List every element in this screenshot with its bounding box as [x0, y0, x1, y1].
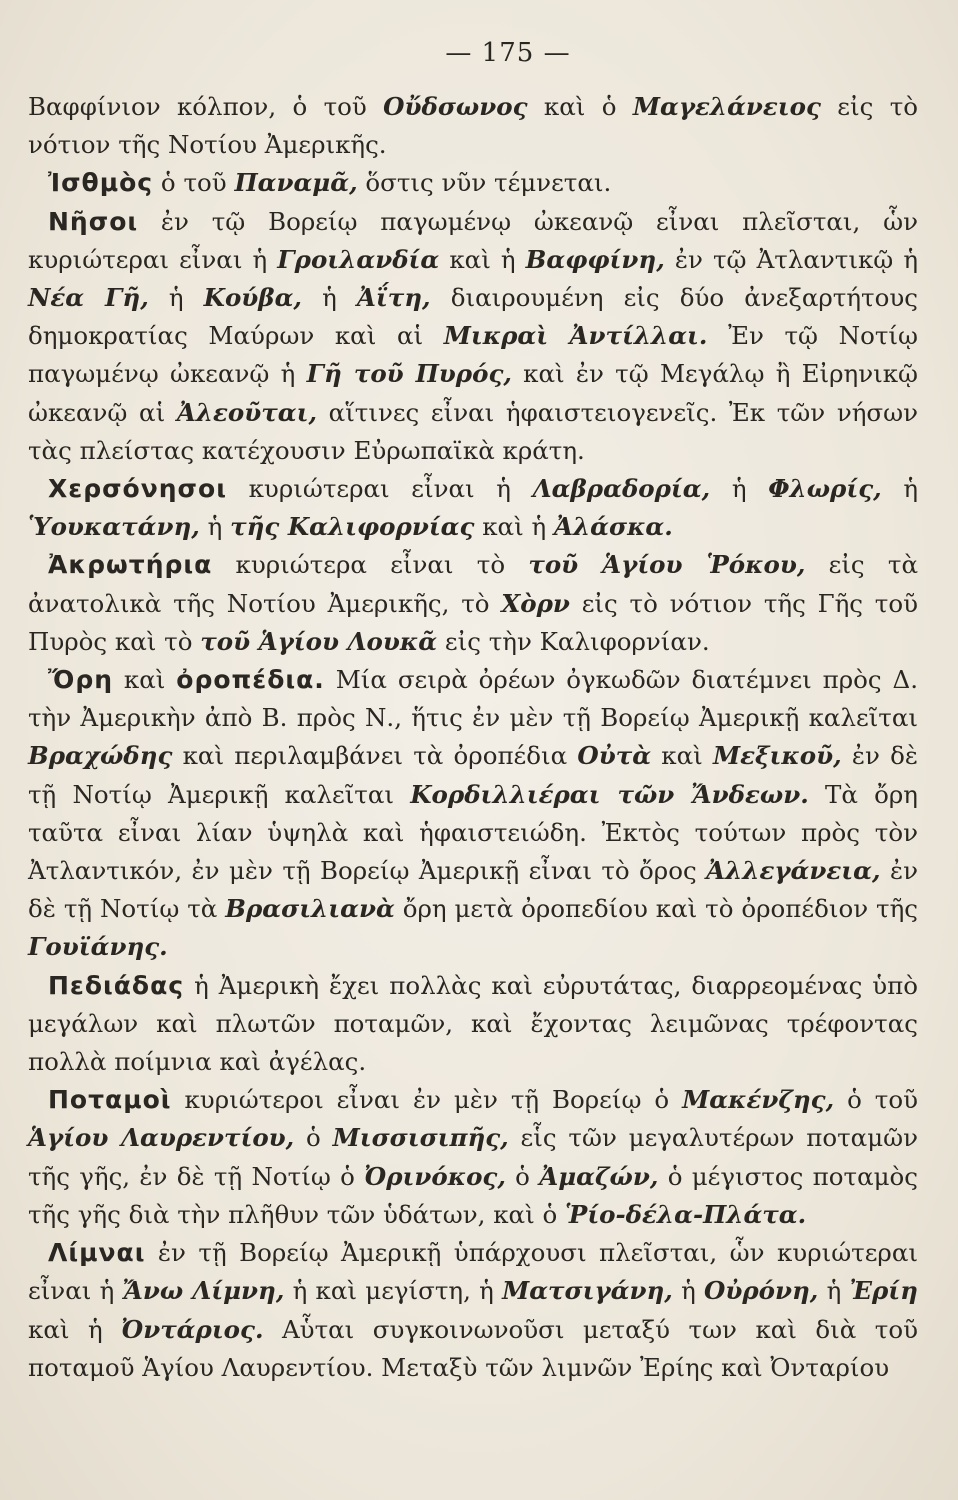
text-run: εἰς τὸ νότιον τῆς Γῆς τοῦ Πυρὸς καὶ τὸ	[28, 588, 918, 656]
text-run: ἐν δὲ τῇ Νοτίῳ Ἀμερικῇ καλεῖται	[28, 741, 918, 809]
text-run: Αὗται συγκοινωνοῦσι μεταξύ των καὶ διὰ τοῦ ποταμοῦ Ἁγίου Λαυρεντίου. Μεταξὺ τῶν λιμνῶν Ἐρίης καὶ Ὀνταρίου	[28, 1314, 918, 1382]
text-run: καὶ	[651, 741, 713, 771]
text-run: ἡ καὶ μεγίστη, ἡ	[284, 1276, 503, 1306]
italic-term: Μικραὶ Ἀντίλλαι.	[443, 321, 708, 351]
italic-term: Φλωρίς,	[768, 474, 882, 504]
paragraph-p2	[28, 164, 918, 202]
text-run: ἐν τῇ Βορείῳ Ἀμερικῇ ὑπάρχουσι πλεῖσται, ὧν κυριώτεραι εἶναι ἡ	[28, 1238, 918, 1306]
text-run: ἡ	[818, 1276, 850, 1306]
italic-term: Ἐρίη	[849, 1276, 918, 1306]
italic-term: Οὔδσωνος	[383, 92, 528, 121]
italic-term: Μισσισιπῆς,	[332, 1123, 509, 1153]
text-run: ἐν τῷ Ἀτλαντικῷ ἡ	[664, 244, 918, 274]
italic-term: Ὀντάριος.	[121, 1314, 264, 1344]
italic-term: Βαφφίνη,	[525, 244, 665, 274]
text-run: καὶ ἡ	[474, 512, 554, 542]
text-run: καὶ	[113, 665, 177, 695]
italic-term: Ὑουκατάνη,	[28, 512, 200, 542]
section-heading: Πεδιάδας	[48, 970, 185, 1000]
text-run: Ἐν τῷ Νοτίῳ παγωμένῳ ὠκεανῷ ἡ	[28, 321, 919, 389]
text-run: διαιρουμένη εἰς δύο ἀνεξαρτήτους δημοκρατίας Μαύρων καὶ αἱ	[28, 283, 918, 351]
italic-term: Γῆ τοῦ Πυρός,	[306, 359, 512, 389]
text-run: αἵτινες εἶναι ἡφαιστειογενεῖς. Ἐκ τῶν νήσων τὰς πλείστας κατέχουσιν Εὐρωπαϊκὰ κράτη.	[28, 397, 918, 465]
text-run: εἰς τὰ ἀνατολικὰ τῆς Νοτίου Ἀμερικῆς, τὸ	[28, 550, 918, 618]
paragraph-p4	[28, 470, 918, 546]
italic-term: Χὸρν	[501, 588, 570, 618]
text-run: ἐν δὲ τῇ Νοτίῳ τὰ	[28, 856, 918, 924]
italic-term: Ματσιγάνη,	[502, 1276, 673, 1306]
paragraph-p5	[28, 546, 918, 661]
text-run: ὁ	[294, 1123, 333, 1153]
italic-term: Ἀμαζών,	[539, 1161, 659, 1191]
italic-term: Γροιλανδία	[277, 244, 440, 274]
italic-term: Νέα Γῆ,	[28, 283, 149, 313]
text-run: ὁ μέγιστος ποταμὸς τῆς γῆς διὰ τὴν πλῆθυν τῶν ὑδάτων, καὶ ὁ	[28, 1161, 919, 1229]
section-heading: Ὄρη	[48, 665, 114, 695]
italic-term: Ῥίο-δέλα-Πλάτα.	[565, 1199, 807, 1229]
text-run: εἷς τῶν μεγαλυτέρων ποταμῶν τῆς γῆς, ἐν δὲ τῇ Νοτίῳ ὁ	[28, 1123, 918, 1191]
italic-term: Ἀλεοῦται,	[176, 397, 317, 427]
section-heading: Ἰσθμὸς	[48, 168, 154, 198]
italic-term: Ὀρινόκος,	[364, 1161, 506, 1191]
section-heading: Λίμναι	[48, 1238, 146, 1268]
section-heading: Χερσόνησοι	[48, 474, 227, 504]
text-run: κυριώτεραι εἶναι ἡ	[226, 474, 533, 504]
text-run: εἰς τὸ νότιον τῆς Νοτίου Ἀμερικῆς.	[28, 92, 919, 160]
text-run: ἡ	[301, 283, 357, 313]
italic-term: Οὐτὰ	[577, 741, 652, 771]
italic-term: Λαβραδορία,	[532, 474, 711, 504]
text-run: καὶ ὁ	[527, 92, 633, 121]
italic-term: Οὐρόνη,	[704, 1276, 819, 1306]
paragraph-p8	[28, 1081, 918, 1234]
text-run: ὁ	[505, 1161, 540, 1191]
text-run: Μία σειρὰ ὀρέων ὀγκωδῶν διατέμνει πρὸς Δ. τὴν Ἀμερικὴν ἀπὸ Β. πρὸς Ν., ἥτις ἐν μὲν τῇ Βορείῳ Ἀμερικῇ καλεῖται	[28, 665, 918, 733]
section-heading: Νῆσοι	[48, 206, 139, 236]
italic-term: Παναμᾶ,	[234, 168, 358, 198]
text-run: ὅστις νῦν τέμνεται.	[357, 168, 612, 198]
page-number: — 175 —	[445, 38, 571, 68]
italic-term: Κορδιλλιέραι τῶν Ἄνδεων.	[410, 779, 809, 809]
italic-term: Ἀΐτη,	[356, 283, 431, 313]
italic-term: Κούβα,	[203, 283, 302, 313]
italic-term: τοῦ Ἁγίου Ῥόκου,	[528, 550, 806, 580]
text-run: καὶ ἡ	[28, 1314, 122, 1344]
text-run: ἡ	[148, 283, 204, 313]
paragraph-p9	[28, 1234, 918, 1387]
italic-term: Γουϊάνης.	[28, 932, 168, 962]
italic-term: Ἄνω Λίμνη,	[122, 1276, 285, 1306]
text-run: κυριώτεροι εἶναι ἐν μὲν τῇ Βορείῳ ὁ	[171, 1085, 683, 1115]
italic-term: Ἀλλεγάνεια,	[706, 856, 881, 886]
text-run: ἡ	[199, 512, 231, 542]
section-heading: Ποταμοὶ	[48, 1085, 172, 1115]
italic-term: Μακένζης,	[682, 1085, 835, 1115]
text-run: ἡ	[881, 474, 919, 504]
text-run: ἡ	[672, 1276, 705, 1306]
paragraph-p1	[28, 88, 918, 164]
text-run: ἐν τῷ Βορείῳ παγωμένῳ ὠκεανῷ εἶναι πλεῖσται, ὧν κυριώτεραι εἶναι ἡ	[28, 206, 918, 274]
italic-term: Βραχώδης	[28, 741, 173, 771]
italic-term: Μαγελάνειος	[632, 92, 821, 121]
text-run: κυριώτερα εἶναι τὸ	[212, 550, 529, 580]
text-run: ὄρη μετὰ ὀροπεδίου καὶ τὸ ὀροπέδιον τῆς	[394, 894, 918, 924]
paragraph-p6	[28, 661, 918, 967]
section-heading: ὀροπέδια.	[176, 665, 325, 695]
italic-term: Ἀλάσκα.	[553, 512, 673, 542]
section-heading: Ἀκρωτήρια	[48, 550, 213, 580]
paragraph-p7	[28, 967, 918, 1082]
text-run: καὶ ἡ	[439, 244, 526, 274]
text-run: εἰς τὴν Καλιφορνίαν.	[437, 626, 710, 656]
text-run: Βαφφίνιον κόλπον, ὁ τοῦ	[28, 92, 384, 121]
italic-term: Βρασιλιανὰ	[225, 894, 395, 924]
italic-term: τῆς Καλιφορνίας	[230, 512, 475, 542]
italic-term: τοῦ Ἁγίου Λουκᾶ	[200, 626, 438, 656]
text-run: καὶ ἐν τῷ Μεγάλῳ ἢ Εἰρηνικῷ ὠκεανῷ αἱ	[28, 359, 918, 427]
text-run: καὶ περιλαμβάνει τὰ ὀροπέδια	[172, 741, 578, 771]
paragraph-p3	[28, 203, 918, 470]
italic-term: Μεξικοῦ,	[712, 741, 842, 771]
text-body	[28, 88, 918, 1387]
text-run: ὁ τοῦ	[834, 1085, 918, 1115]
text-run: Τὰ ὄρη ταῦτα εἶναι λίαν ὑψηλὰ καὶ ἡφαιστειώδη. Ἐκτὸς τούτων πρὸς τὸν Ἀτλαντικόν, ἐν μὲν τῇ Βορείῳ Ἀμερικῇ εἶναι τὸ ὄρος	[28, 779, 918, 886]
text-run: ἡ	[710, 474, 769, 504]
text-run: ὁ τοῦ	[153, 168, 235, 198]
italic-term: Ἁγίου Λαυρεντίου,	[28, 1123, 295, 1153]
text-run: ἡ Ἀμερικὴ ἔχει πολλὰς καὶ εὐρυτάτας, διαρρεομένας ὑπὸ μεγάλων καὶ πλωτῶν ποταμῶν, καὶ ἔχοντας λειμῶνας τρέφοντας πολλὰ ποίμνια καὶ ἀγέλας.	[28, 970, 918, 1077]
